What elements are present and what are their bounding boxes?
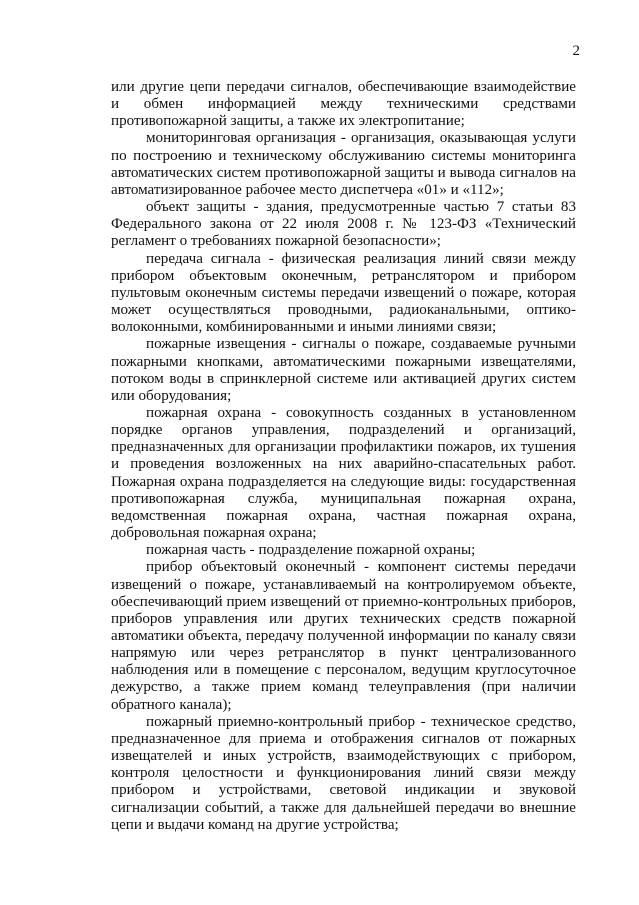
definition-signal-transmission: передача сигнала - физическая реализация линий связи между прибором объектовым оконечным, ретранслятором и прибором пультовым оконечным системы передачи извещений о пожаре, которая может осуществляться проводными, радиоканальными, оптико-волоконными, комбинированными и иными линиями связи; (111, 250, 576, 336)
definition-object-terminal-device: прибор объектовый оконечный - компонент системы передачи извещений о пожаре, устанавливаемый на контролируемом объекте, обеспечивающий прием извещений от приемно-контрольных приборов, приборов управления или других технических средств пожарной автоматики объекта, передачу полученной информации по каналу связи напрямую или через ретранслятор в пункт централизованного наблюдения или в помещение с персоналом, ведущим круглосуточное дежурство, а также прием команд телеуправления (при наличии обратного канала); (111, 559, 576, 713)
paragraph-continuation: или другие цепи передачи сигналов, обеспечивающие взаимодействие и обмен информацией между техническими средствами противопожарной защиты, а также их электропитание; (111, 79, 576, 130)
definition-protection-object: объект защиты - здания, предусмотренные частью 7 статьи 83 Федерального закона от 22 июля 2008 г. № 123-ФЗ «Технический регламент о требованиях пожарной безопасности»; (111, 199, 576, 250)
definition-fire-notifications: пожарные извещения - сигналы о пожаре, создаваемые ручными пожарными кнопками, автоматическими пожарными извещателями, потоком воды в спринклерной системе или активацией других систем или оборудования; (111, 336, 576, 404)
definition-monitoring-organization: мониторинговая организация - организация, оказывающая услуги по построению и техническому обслуживанию системы мониторинга автоматических систем противопожарной защиты и вывода сигналов на автоматизированное рабочее место диспетчера «01» и «112»; (111, 130, 576, 198)
definition-fire-protection: пожарная охрана - совокупность созданных в установленном порядке органов управления, подразделений и организаций, предназначенных для организации профилактики пожаров, их тушения и проведения возложенных на них аварийно-спасательных работ. Пожарная охрана подразделяется на следующие виды: государственная противопожарная служба, муниципальная пожарная охрана, ведомственная пожарная охрана, частная пожарная охрана, добровольная пожарная охрана; (111, 404, 576, 542)
definition-control-panel: пожарный приемно-контрольный прибор - техническое средство, предназначенное для приема и отображения сигналов от пожарных извещателей и иных устройств, взаимодействующих с прибором, контроля целостности и функционирования линий связи между прибором и устройствами, световой индикации и звуковой сигнализации событий, а также для дальнейшей передачи во внешние цепи и выдачи команд на другие устройства; (111, 713, 576, 833)
page-number: 2 (572, 43, 580, 59)
document-body (111, 79, 576, 834)
definition-fire-unit: пожарная часть - подразделение пожарной охраны; (146, 542, 476, 559)
